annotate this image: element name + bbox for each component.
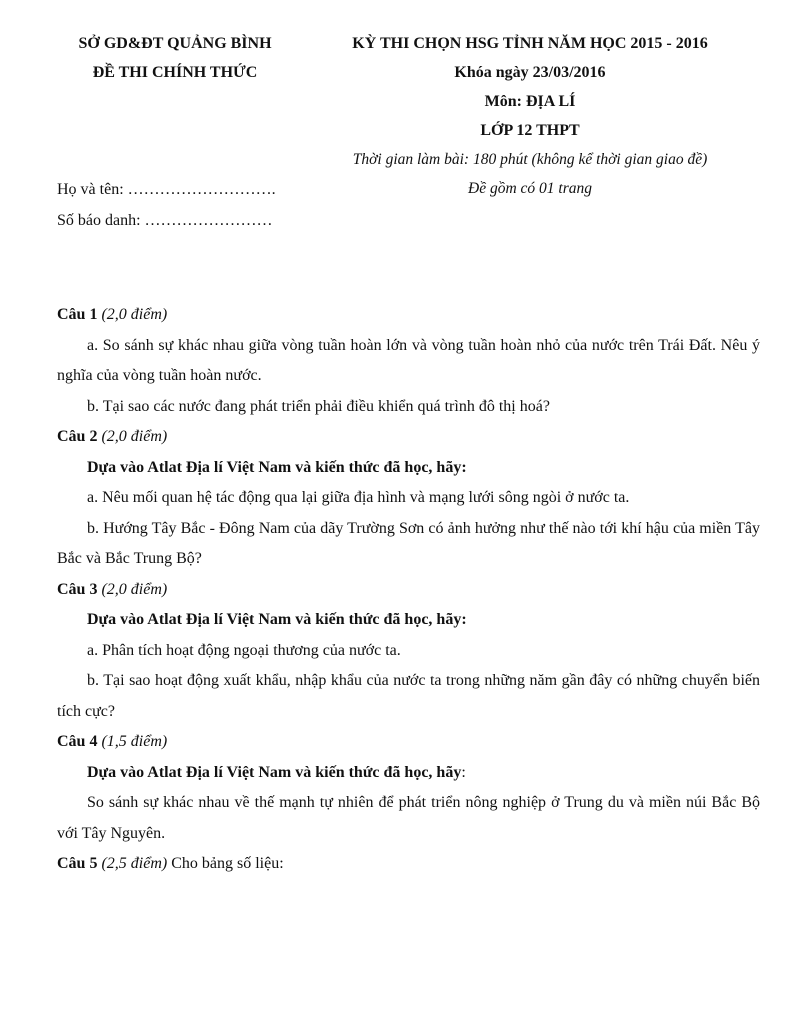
question-4-part: So sánh sự khác nhau về thế mạnh tự nhiên để phát triển nông nghiệp ở Trung du và miền núi Bắc Bộ với Tây Nguyên. bbox=[57, 794, 760, 842]
question-points: (2,0 điểm) bbox=[101, 428, 168, 445]
question-2-instruction: Dựa vào Atlat Địa lí Việt Nam và kiến thức đã học, hãy: bbox=[87, 458, 467, 476]
exam-date: Khóa ngày 23/03/2016 bbox=[454, 64, 606, 81]
candidate-name-line: Họ và tên: ………………………. bbox=[57, 181, 276, 198]
question-3-instruction: Dựa vào Atlat Địa lí Việt Nam và kiến thức đã học, hãy: bbox=[87, 611, 467, 628]
question-points: (2,0 điểm) bbox=[101, 580, 168, 598]
department-name: SỞ GD&ĐT QUẢNG BÌNH bbox=[78, 35, 272, 52]
question-5-title bbox=[57, 849, 760, 880]
questions bbox=[57, 300, 760, 880]
question-1-title bbox=[57, 300, 760, 331]
question-1-part-b: b. Tại sao các nước đang phát triển phải điều khiển quá trình đô thị hoá? bbox=[87, 397, 550, 415]
candidate-info bbox=[57, 182, 276, 244]
instruction-text: Dựa vào Atlat Địa lí Việt Nam và kiến thức đã học, hãy bbox=[87, 763, 462, 781]
question-points: (2,0 điểm) bbox=[101, 306, 168, 323]
question-4-instruction bbox=[57, 758, 760, 789]
question-2-part-b: b. Hướng Tây Bắc - Đông Nam của dãy Trường Sơn có ảnh hưởng như thế nào tới khí hậu của miền Tây Bắc và Bắc Trung Bộ? bbox=[57, 519, 760, 567]
question-label: Câu 2 bbox=[57, 428, 98, 445]
question-3-title bbox=[57, 575, 760, 606]
exam-subject: Môn: ĐỊA LÍ bbox=[484, 93, 576, 110]
question-label: Câu 3 bbox=[57, 580, 98, 598]
exam-page-count: Đề gồm có 01 trang bbox=[468, 180, 592, 197]
instruction-colon: : bbox=[461, 763, 466, 781]
question-2-title bbox=[57, 422, 760, 453]
question-points: (2,5 điểm) bbox=[101, 855, 168, 872]
exam-time: Thời gian làm bài: 180 phút (không kể thời gian giao đề) bbox=[352, 151, 708, 168]
question-label: Câu 4 bbox=[57, 733, 98, 750]
question-1-part-a: a. So sánh sự khác nhau giữa vòng tuần hoàn lớn và vòng tuần hoàn nhỏ của nước trên Trái Đất. Nêu ý nghĩa của vòng tuần hoàn nước. bbox=[57, 336, 760, 384]
question-label: Câu 5 bbox=[57, 855, 98, 872]
exam-grade: LỚP 12 THPT bbox=[480, 122, 580, 139]
question-5-text: Cho bảng số liệu: bbox=[171, 855, 284, 872]
exam-info-block bbox=[325, 36, 735, 210]
question-2-part-a: a. Nêu mối quan hệ tác động qua lại giữa địa hình và mạng lưới sông ngòi ở nước ta. bbox=[87, 489, 630, 506]
question-points: (1,5 điểm) bbox=[101, 733, 168, 750]
question-3-part-b: b. Tại sao hoạt động xuất khẩu, nhập khẩu của nước ta trong những năm gần đây có những chuyển biến tích cực? bbox=[57, 672, 760, 720]
question-3-part-a: a. Phân tích hoạt động ngoại thương của nước ta. bbox=[87, 641, 401, 659]
question-4-title bbox=[57, 727, 760, 758]
question-label: Câu 1 bbox=[57, 306, 98, 323]
candidate-id-line: Số báo danh: …………………… bbox=[57, 212, 273, 229]
issuer-block bbox=[60, 36, 290, 94]
official-exam-label: ĐỀ THI CHÍNH THỨC bbox=[92, 64, 258, 81]
exam-title: KỲ THI CHỌN HSG TỈNH NĂM HỌC 2015 - 2016 bbox=[352, 35, 708, 52]
